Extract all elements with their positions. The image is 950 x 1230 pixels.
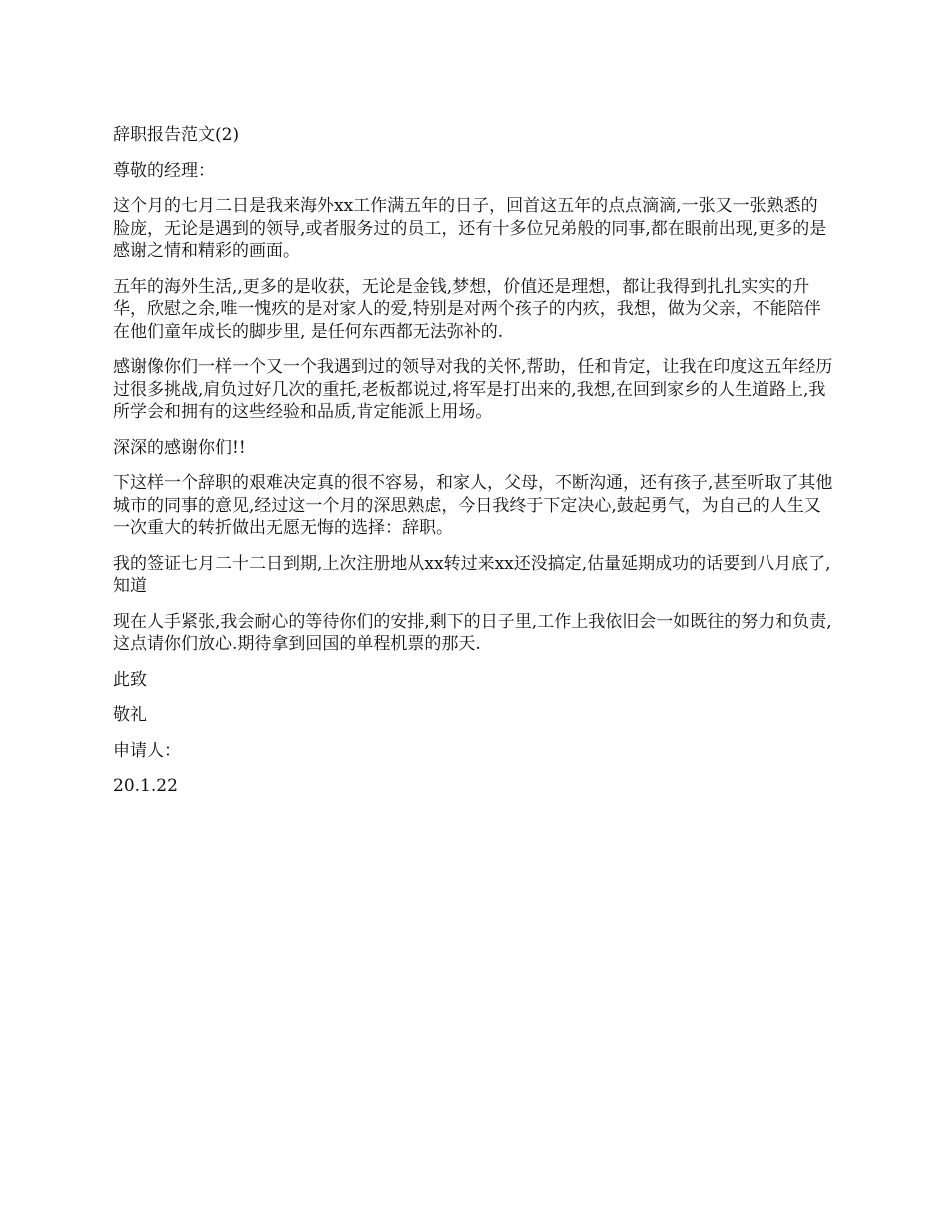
closing-line-1: 此致 <box>113 669 147 690</box>
applicant-label: 申请人： <box>113 740 181 761</box>
closing-line-2: 敬礼 <box>113 705 147 725</box>
document-date: 20.1.22 <box>113 776 178 796</box>
salutation: 尊敬的经理： <box>113 160 215 181</box>
body-paragraph-3: 感谢像你们一样一个又一个我遇到过的领导对我的关怀,帮助，任和肯定，让我在印度这五年经历过很多挑战,肩负过好几次的重托,老板都说过,将军是打出来的,我想,在回到家乡的人生道路上,我所学会和拥有的这些经验和品质,肯定能派上用场。 <box>113 357 833 422</box>
document-title: 辞职报告范文(2) <box>113 125 240 145</box>
body-paragraph-5: 下这样一个辞职的艰难决定真的很不容易，和家人，父母，不断沟通，还有孩子,甚至听取了其他城市的同事的意见,经过这一个月的深思熟虑，今日我终于下定决心,鼓起勇气，为自己的人生又一次重大的转折做出无愿无悔的选择：辞职。 <box>113 473 833 538</box>
body-paragraph-1: 这个月的七月二日是我来海外xx工作满五年的日子，回首这五年的点点滴滴,一张又一张熟悉的脸庞，无论是遇到的领导,或者服务过的员工，还有十多位兄弟般的同事,都在眼前出现,更多的是感谢之情和精彩的画面。 <box>113 196 827 261</box>
body-paragraph-7: 现在人手紧张,我会耐心的等待你们的安排,剩下的日子里,工作上我依旧会一如既往的努力和负责,这点请你们放心.期待拿到回国的单程机票的那天. <box>113 611 832 654</box>
body-paragraph-2: 五年的海外生活,,更多的是收获，无论是金钱,梦想，价值还是理想，都让我得到扎扎实实的升华，欣慰之余,唯一愧疚的是对家人的爱,特别是对两个孩子的内疚，我想，做为父亲，不能陪伴在他们童年成长的脚步里, 是任何东西都无法弥补的. <box>113 276 821 342</box>
body-paragraph-4: 深深的感谢你们!! <box>113 437 246 458</box>
document-page <box>113 124 833 811</box>
body-paragraph-6: 我的签证七月二十二日到期,上次注册地从xx转过来xx还没搞定,估量延期成功的话要到八月底了,知道 <box>113 553 831 596</box>
